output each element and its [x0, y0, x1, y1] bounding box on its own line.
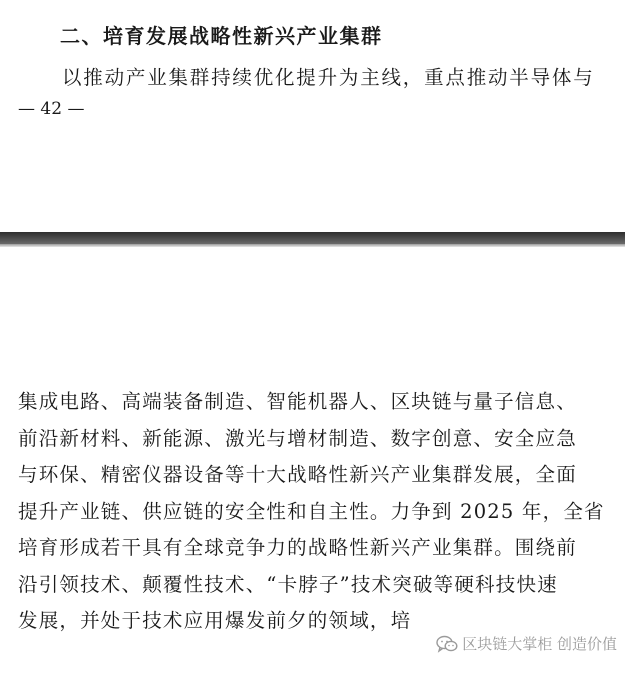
- intro-paragraph-line: 以推动产业集群持续优化提升为主线，重点推动半导体与: [62, 66, 595, 89]
- wechat-icon: [436, 635, 458, 653]
- body-line: 与环保、精密仪器设备等十大战略性新兴产业集群发展，全面: [18, 463, 577, 486]
- page-number: — 42 —: [18, 99, 85, 119]
- body-line: 前沿新材料、新能源、激光与增材制造、数字创意、安全应急: [18, 426, 577, 450]
- body-line: 培育形成若干具有全球竞争力的战略性新兴产业集群。围绕前: [18, 536, 577, 559]
- body-line: 集成电路、高端装备制造、智能机器人、区块链与量子信息、: [18, 390, 577, 413]
- body-line: 沿引领技术、颠覆性技术、“卡脖子”技术突破等硬科技快速: [18, 572, 558, 596]
- body-line: 发展，并处于技术应用爆发前夕的领域，培: [18, 609, 412, 632]
- watermark-text: 区块链大掌柜 创造价值: [462, 635, 617, 653]
- body-paragraph: [18, 384, 613, 640]
- body-line: 提升产业链、供应链的安全性和自主性。力争到 2025 年，全省: [18, 499, 605, 523]
- account-watermark: [436, 633, 617, 654]
- page-divider: [0, 232, 625, 244]
- upper-page: [0, 0, 625, 232]
- section-heading: 二、培育发展战略性新兴产业集群: [60, 24, 383, 48]
